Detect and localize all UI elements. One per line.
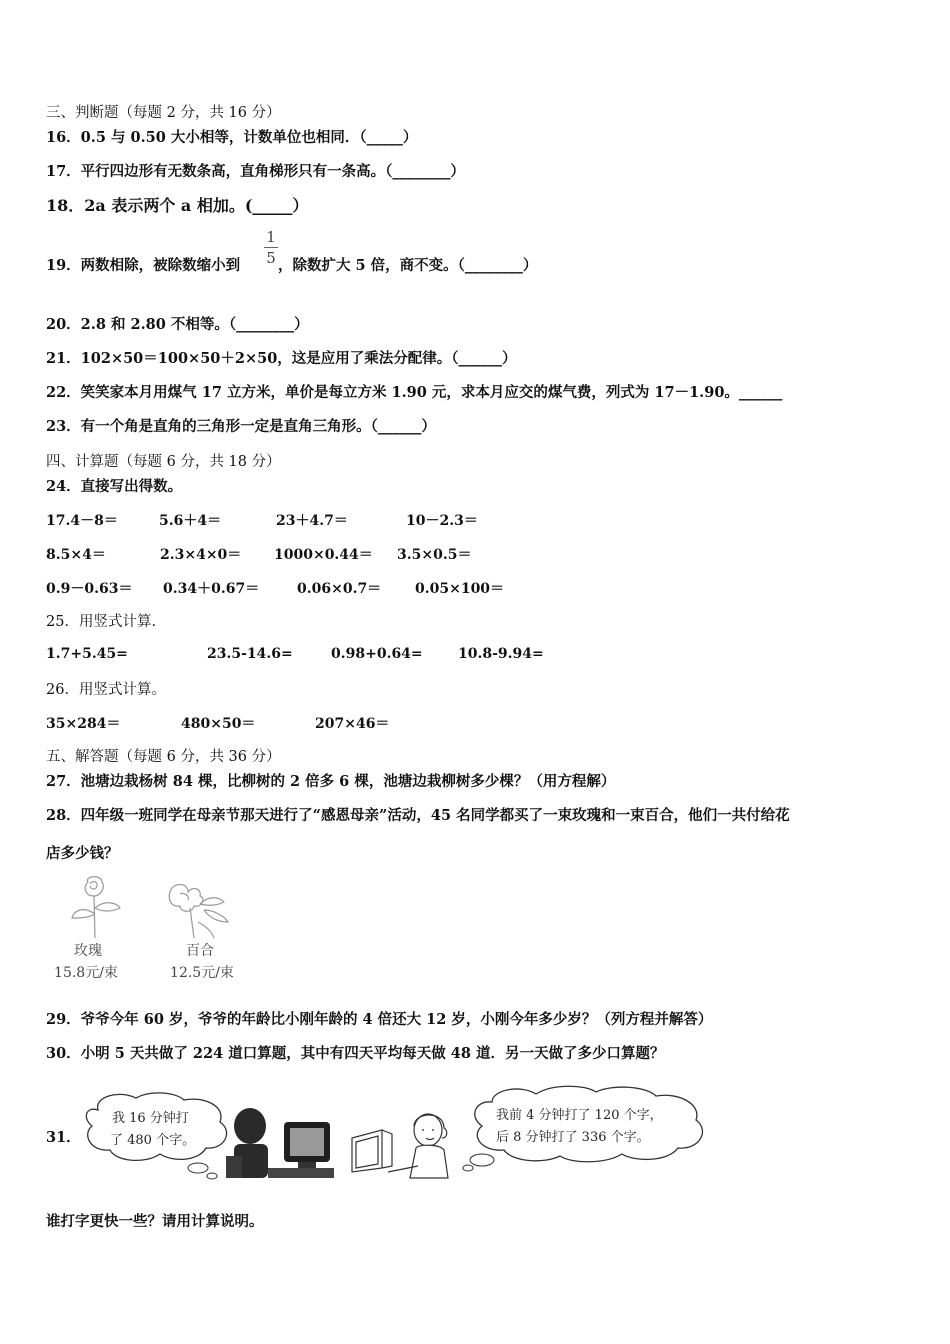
- lily-icon: [162, 882, 234, 940]
- calc-item: 17.4－8＝: [46, 513, 118, 529]
- question-28-line-2: 店多少钱？: [46, 845, 119, 862]
- fraction-bar: [264, 247, 278, 248]
- fraction-one-fifth: [264, 228, 278, 267]
- calc-item: 8.5×4＝: [46, 547, 106, 563]
- question-25: 25．用竖式计算.: [46, 614, 157, 630]
- boy-at-computer-icon: [222, 1100, 340, 1182]
- calc-item: 1000×0.44＝: [274, 547, 373, 563]
- calc-item: 10－2.3＝: [406, 513, 478, 529]
- calc-item: 10.8-9.94=: [458, 646, 544, 662]
- calc-item: 0.34＋0.67＝: [163, 581, 260, 597]
- calc-item: 5.6＋4＝: [159, 513, 222, 529]
- question-21: 21．102×50＝100×50＋2×50，这是应用了乘法分配律。（______）: [46, 350, 517, 367]
- mental-math-row-3: [46, 578, 746, 598]
- mental-math-row-1: [46, 510, 746, 530]
- section-3-header: 三、判断题（每题 2 分，共 16 分）: [46, 105, 281, 121]
- calc-item: 3.5×0.5＝: [397, 547, 472, 563]
- boy-bubble-line-1: 我 16 分钟打: [112, 1111, 189, 1126]
- question-30: 30．小明 5 天共做了 224 道口算题，其中有四天平均每天做 48 道．另一天做了多少口算题？: [46, 1045, 665, 1062]
- question-23: 23．有一个角是直角的三角形一定是直角三角形。（______）: [46, 418, 436, 435]
- question-19-part1: 19．两数相除，被除数缩小到: [46, 257, 241, 274]
- calc-item: 0.98+0.64=: [331, 646, 423, 662]
- question-29: 29．爷爷今年 60 岁，爷爷的年龄比小刚年龄的 4 倍还大 12 岁，小刚今年多少岁？（列方程并解答）: [46, 1011, 713, 1028]
- rose-icon: [66, 874, 126, 940]
- vertical-calc-row-2: [46, 713, 746, 733]
- question-20: 20．2.8 和 2.80 不相等。（________）: [46, 316, 309, 333]
- rose-label: 玫瑰: [74, 943, 102, 959]
- section-5-header: 五、解答题（每题 6 分，共 36 分）: [46, 749, 281, 765]
- calc-item: 0.9－0.63＝: [46, 581, 133, 597]
- calc-item: 35×284＝: [46, 716, 121, 732]
- lily-label: 百合: [186, 943, 214, 959]
- calc-item: 0.06×0.7＝: [297, 581, 382, 597]
- question-26: 26．用竖式计算。: [46, 682, 166, 698]
- question-16: 16．0.5 与 0.50 大小相等，计数单位也相同．（_____）: [46, 129, 418, 146]
- girl-bubble-line-2: 后 8 分钟打了 336 个字。: [496, 1130, 650, 1145]
- fraction-denominator: 5: [266, 249, 276, 267]
- rose-price: 15.8元/束: [54, 965, 118, 981]
- question-19-part2: ，除数扩大 5 倍，商不变。（________）: [278, 257, 538, 274]
- calc-item: 480×50＝: [181, 716, 256, 732]
- vertical-calc-row-1: [46, 646, 746, 666]
- calc-item: 23＋4.7＝: [276, 513, 348, 529]
- question-31-prompt: 谁打字更快一些？请用计算说明。: [46, 1213, 264, 1230]
- question-22: 22．笑笑家本月用煤气 17 立方米，单价是每立方米 1.90 元，求本月应交的煤气费，列式为 17－1.90。______: [46, 384, 783, 401]
- question-31-number: 31．: [46, 1129, 81, 1146]
- calc-item: 1.7+5.45=: [46, 646, 128, 662]
- calc-item: 23.5-14.6=: [207, 646, 293, 662]
- calc-item: 207×46＝: [315, 716, 390, 732]
- lily-price: 12.5元/束: [170, 965, 234, 981]
- boy-bubble-line-2: 了 480 个字。: [110, 1133, 196, 1148]
- question-17: 17．平行四边形有无数条高，直角梯形只有一条高。（________）: [46, 163, 465, 180]
- mental-math-row-2: [46, 544, 746, 564]
- calc-item: 0.05×100＝: [415, 581, 505, 597]
- question-18: 18．2a 表示两个 a 相加。(_____）: [46, 196, 309, 215]
- question-28-line-1: 28．四年级一班同学在母亲节那天进行了“感恩母亲”活动，45 名同学都买了一束玫瑰和一束百合，他们一共付给花: [46, 807, 790, 824]
- question-27: 27．池塘边栽杨树 84 棵，比柳树的 2 倍多 6 棵，池塘边栽柳树多少棵？（用方程解）: [46, 773, 616, 790]
- question-24: 24．直接写出得数。: [46, 478, 183, 495]
- calc-item: 2.3×4×0＝: [160, 547, 242, 563]
- girl-at-computer-icon: [348, 1108, 460, 1180]
- section-4-header: 四、计算题（每题 6 分，共 18 分）: [46, 454, 281, 470]
- fraction-numerator: 1: [266, 228, 276, 246]
- girl-bubble-line-1: 我前 4 分钟打了 120 个字，: [496, 1108, 663, 1123]
